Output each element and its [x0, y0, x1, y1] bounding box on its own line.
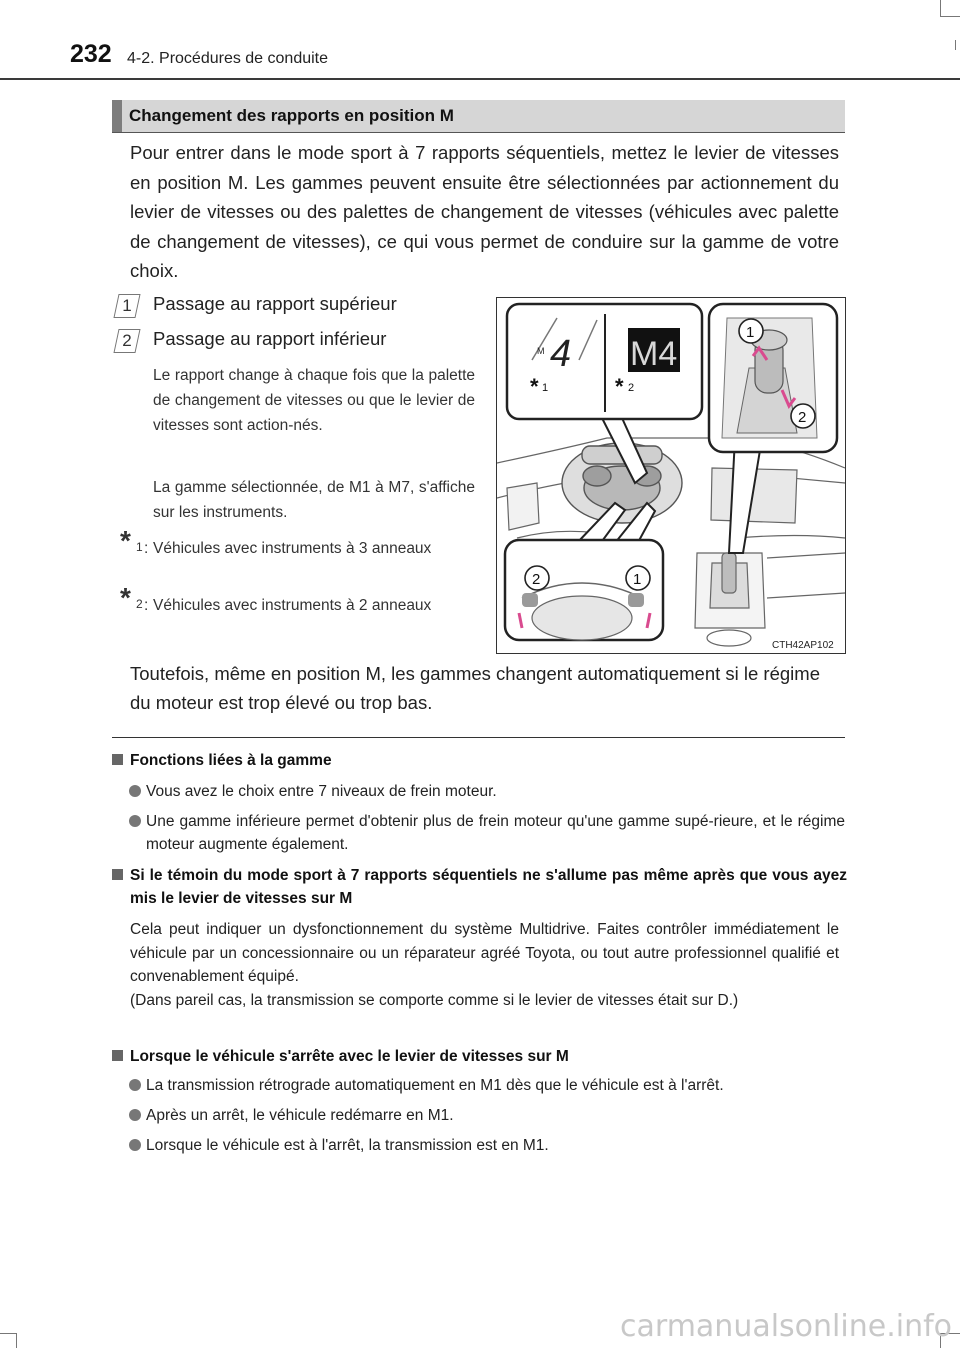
circle-bullet-icon	[129, 1079, 141, 1091]
square-bullet-icon	[112, 869, 123, 880]
crop-mark	[955, 40, 956, 50]
circle-bullet-icon	[129, 1139, 141, 1151]
item-label: Passage au rapport supérieur	[153, 293, 397, 314]
item-number: 1	[116, 294, 138, 318]
circle-bullet-icon	[129, 785, 141, 797]
note-temoin-body	[130, 918, 839, 1012]
footnote-star: *	[120, 582, 131, 613]
digital-display-text: M4	[630, 335, 678, 373]
section-heading-accent	[112, 100, 122, 132]
footnote-star: *	[120, 525, 131, 556]
figure-code: CTH42AP102	[772, 640, 834, 651]
svg-text:*: *	[530, 374, 539, 399]
footnote-sup: 2	[136, 597, 143, 611]
square-bullet-icon	[112, 754, 123, 765]
svg-text:2: 2	[798, 409, 807, 426]
section-title: Changement des rapports en position M	[129, 106, 454, 125]
dashboard-illustration	[497, 298, 845, 653]
svg-text:2: 2	[628, 382, 635, 394]
note-range-display: La gamme sélectionnée, de M1 à M7, s'affiche sur les instruments.	[153, 479, 475, 521]
figure-shift-illustration	[496, 297, 846, 654]
footnote-colon: :	[144, 597, 149, 614]
crop-mark	[940, 16, 960, 17]
svg-text:*: *	[615, 374, 624, 399]
chapter-title: 4-2. Procédures de conduite	[127, 50, 329, 67]
circle-bullet-icon	[129, 815, 141, 827]
watermark: carmanualsonline.info	[620, 1309, 952, 1344]
footnote-text: Véhicules avec instruments à 3 anneaux	[153, 540, 432, 557]
crop-mark	[0, 1333, 16, 1334]
square-bullet-icon	[112, 1050, 123, 1061]
item-number: 2	[116, 329, 138, 353]
after-paragraph: Toutefois, même en position M, les gammes changent automatiquement si le régime du moteur est trop élevé ou trop bas.	[130, 663, 820, 713]
section-heading	[112, 100, 845, 132]
section-underline	[112, 132, 845, 133]
svg-text:1: 1	[542, 382, 549, 394]
svg-text:1: 1	[633, 571, 642, 588]
gauge-digit: 4	[550, 333, 572, 375]
notes-divider	[112, 737, 845, 738]
crop-mark	[16, 1333, 17, 1348]
footnote-text: Véhicules avec instruments à 2 anneaux	[153, 597, 432, 614]
item-label: Passage au rapport inférieur	[153, 328, 387, 349]
footnote-sup: 1	[136, 540, 143, 554]
header-rule	[0, 78, 960, 80]
crop-mark	[940, 0, 941, 16]
footnote-colon: :	[144, 540, 149, 557]
circle-bullet-icon	[129, 1109, 141, 1121]
svg-text:2: 2	[532, 571, 541, 588]
note-gear-change: Le rapport change à chaque fois que la palette de changement de vitesses ou que le levier de vitesses sont action-nés.	[153, 367, 475, 434]
page-number: 232	[70, 40, 112, 68]
gauge-small-m: M	[537, 346, 545, 356]
intro-paragraph: Pour entrer dans le mode sport à 7 rapports séquentiels, mettez le levier de vitesses en position M. Les gammes peuvent ensuite être sélectionnées par actionnement du levier de vitesses ou des palettes de changement de vitesses (véhicules avec palette de changement de vitesses), ce qui vous permet de conduire sur la gamme de votre choix.	[130, 142, 839, 281]
note-temoin-para-2: (Dans pareil cas, la transmission se comporte comme si le levier de vitesses était sur D.)	[130, 991, 739, 1009]
svg-text:1: 1	[746, 324, 755, 341]
note-temoin-para-1: Cela peut indiquer un dysfonctionnement du système Multidrive. Faites contrôler immédiatement le véhicule par un concessionnaire ou un réparateur agréé Toyota, ou tout autre professionnel qualifié et convenablement équipé.	[130, 921, 839, 985]
